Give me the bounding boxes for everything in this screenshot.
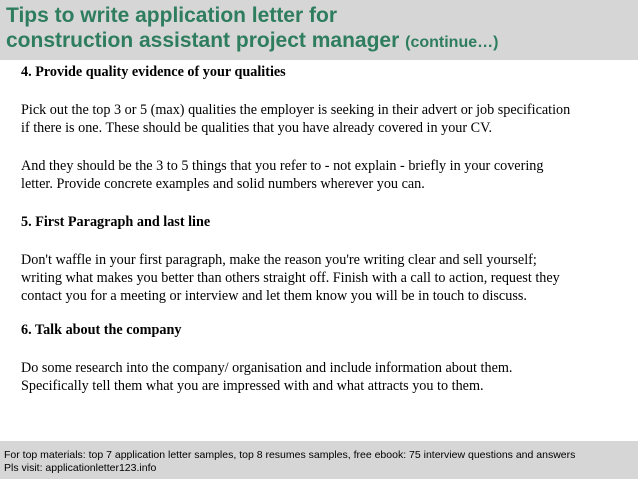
section-heading: 6. Talk about the company bbox=[21, 322, 182, 338]
paragraph-line: Don't waffle in your first paragraph, make the reason you're writing clear and sell yourself; bbox=[21, 252, 537, 268]
paragraph-line: if there is one. These should be qualities that you have already covered in your CV. bbox=[21, 120, 493, 136]
paragraph-line: letter. Provide concrete examples and solid numbers wherever you can. bbox=[21, 176, 425, 192]
title-line-2: construction assistant project manager bbox=[6, 29, 400, 52]
title-continue: (continue…) bbox=[405, 34, 499, 51]
paragraph-line: contact you for a meeting or interview and let them know you will be in touch to discuss. bbox=[21, 288, 527, 304]
paragraph-line: writing what makes you better than others straight off. Finish with a call to action, request they bbox=[21, 270, 560, 286]
footer-materials-text: For top materials: top 7 application letter samples, top 8 resumes samples, free ebook: 75 interview questions and answers bbox=[4, 449, 576, 461]
section-first-paragraph bbox=[21, 213, 621, 321]
slide-content bbox=[21, 63, 621, 395]
footer-band bbox=[0, 441, 638, 479]
section-talk-about-company bbox=[21, 321, 621, 395]
section-heading: 5. First Paragraph and last line bbox=[21, 214, 211, 230]
section-heading: 4. Provide quality evidence of your qualities bbox=[21, 64, 286, 80]
paragraph-line: Pick out the top 3 or 5 (max) qualities the employer is seeking in their advert or job specification bbox=[21, 102, 571, 118]
header-band bbox=[0, 0, 638, 60]
paragraph-line: And they should be the 3 to 5 things that you refer to - not explain - briefly in your covering bbox=[21, 158, 544, 174]
page-title bbox=[6, 3, 498, 55]
section-quality-evidence bbox=[21, 63, 621, 213]
paragraph-line: Do some research into the company/ organisation and include information about them. bbox=[21, 360, 513, 376]
title-line-1: Tips to write application letter for bbox=[6, 4, 337, 27]
footer-visit-text: Pls visit: applicationletter123.info bbox=[4, 462, 157, 474]
paragraph-line: Specifically tell them what you are impressed with and what attracts you to them. bbox=[21, 378, 484, 394]
